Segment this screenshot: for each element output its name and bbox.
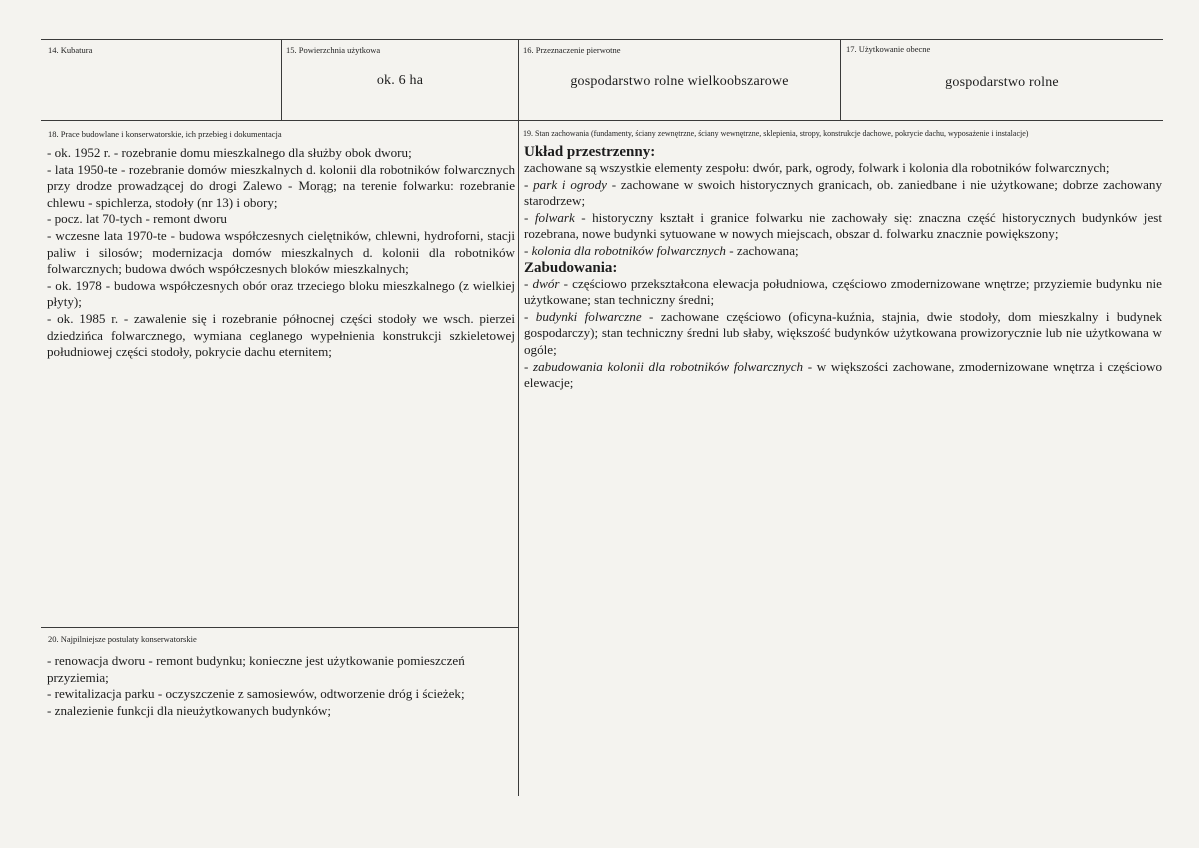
- folwark-entry: [524, 210, 1162, 243]
- folwark-text: - historyczny kształt i granice folwarku nie zachowały się: znaczna część historycznych budynków jest rozebrana, nowe budynki sytuowane w nowych miejscach, obszar d. folwarku znacznie powiększony;: [524, 209, 1162, 242]
- folwark-label: - folwark: [524, 209, 575, 225]
- uzytkowanie-value: gospodarstwo rolne: [945, 75, 1059, 90]
- dwor-text: - częściowo przekształcona elewacja południowa, częściowo zmodernizowane wnętrze; przyziemie budynku nie użytkowane; stan techniczny średni;: [524, 275, 1162, 308]
- powierzchnia-label: 15. Powierzchnia użytkowa: [286, 45, 381, 55]
- section20-top-border: [41, 627, 518, 628]
- zabud-label: - zabudowania kolonii dla robotników folwarcznych: [524, 358, 804, 374]
- postulaty-item: - rewitalizacja parku - oczyszczenie z samosiewów, odtworzenie dróg i ścieżek;: [47, 686, 465, 702]
- budynki-label: - budynki folwarczne: [524, 308, 642, 324]
- uklad-intro: zachowane są wszystkie elementy zespołu: dwór, park, ogrody, folwark i kolonia dla robotników folwarcznych;: [524, 160, 1110, 175]
- prace-item: - ok. 1978 - budowa współczesnych obór oraz trzeciego bloku mieszkalnego (z wielkiej płyty);: [47, 277, 515, 310]
- dwor-entry: [524, 276, 1162, 309]
- postulaty-item: - renowacja dworu - remont budynku; konieczne jest użytkowanie pomieszczeń przyziemia;: [47, 653, 465, 685]
- row1-bottom-border: [41, 120, 1163, 121]
- prace-item: - wczesne lata 1970-te - budowa współczesnych cielętników, chlewni, hydroforni, stacji paliw i silosów; modernizacja domów mieszkalnych d. kolonii dla robotników folwarcznych; budowa dwóch współczesnych bloków mieszkalnych;: [47, 227, 515, 277]
- top-border: [41, 39, 1163, 40]
- postulaty-list: [47, 653, 487, 719]
- park-entry: [524, 177, 1162, 210]
- prace-item: - ok. 1952 r. - rozebranie domu mieszkalnego dla służby obok dworu;: [47, 145, 412, 160]
- uklad-heading: Układ przestrzenny:: [524, 144, 656, 160]
- kolonia-label: - kolonia dla robotników folwarcznych: [524, 242, 726, 258]
- kolonia-entry: [524, 243, 1162, 260]
- stan-content: [524, 144, 1162, 392]
- prace-item: - ok. 1985 r. - zawalenie się i rozebranie północnej części stodoły we wsch. pierzei dziedzińca folwarcznego, wymiana ceglanego wypełnienia konstrukcji szkieletowej południowej części stodoły, pokrycie dachu eternitem;: [47, 310, 515, 360]
- uzytkowanie-label: 17. Użytkowanie obecne: [846, 44, 931, 54]
- postulaty-item: - znalezienie funkcji dla nieużytkowanych budynków;: [47, 702, 331, 718]
- prace-item: - pocz. lat 70-tych - remont dworu: [47, 211, 227, 227]
- powierzchnia-value: ok. 6 ha: [376, 73, 424, 88]
- park-label: - park i ogrody: [524, 176, 607, 192]
- kolonia-text: - zachowana;: [725, 242, 799, 258]
- dwor-label: - dwór: [524, 275, 560, 291]
- park-text: - zachowane w swoich historycznych granicach, ob. zaniedbane i nie użytkowane; dobrze zachowany starodrzew;: [524, 176, 1162, 209]
- stan-label: 19. Stan zachowania (fundamenty, ściany zewnętrzne, ściany wewnętrzne, sklepienia, stropy, konstrukcje dachowe, pokrycie dachu, wyposażenie i instalacje): [523, 129, 1029, 138]
- prace-list: [47, 145, 515, 361]
- main-divider: [518, 39, 519, 796]
- postulaty-label: 20. Najpilniejsze postulaty konserwatorskie: [48, 634, 197, 644]
- budynki-entry: [524, 309, 1162, 359]
- zabudowania-heading: Zabudowania:: [524, 259, 618, 276]
- budynki-text: - zachowane częściowo (oficyna-kuźnia, stajnia, dwie stodoły, dom mieszkalny i budynek gospodarczy); stan techniczny średni lub słaby, większość budynków użytkowana prowizorycznie lub nie użytkowana w ogóle;: [524, 308, 1162, 357]
- prace-item: - lata 1950-te - rozebranie domów mieszkalnych d. kolonii dla robotników folwarcznych przy drodze prowadzącej do drogi Zalewo - Morąg; na terenie folwarku: rozebranie chlewu - spichlerza, stodoły (nr 13) i obory;: [47, 161, 515, 210]
- zabud-text: - w większości zachowane, zmodernizowane wnętrza i częściowo elewacje;: [524, 358, 1162, 391]
- kubatura-label: 14. Kubatura: [48, 45, 93, 55]
- zabud-entry: [524, 359, 1162, 392]
- przeznaczenie-label: 16. Przeznaczenie pierwotne: [523, 45, 621, 55]
- przeznaczenie-value: gospodarstwo rolne wielkoobszarowe: [570, 74, 789, 89]
- prace-label: 18. Prace budowlane i konserwatorskie, ich przebieg i dokumentacja: [48, 129, 282, 139]
